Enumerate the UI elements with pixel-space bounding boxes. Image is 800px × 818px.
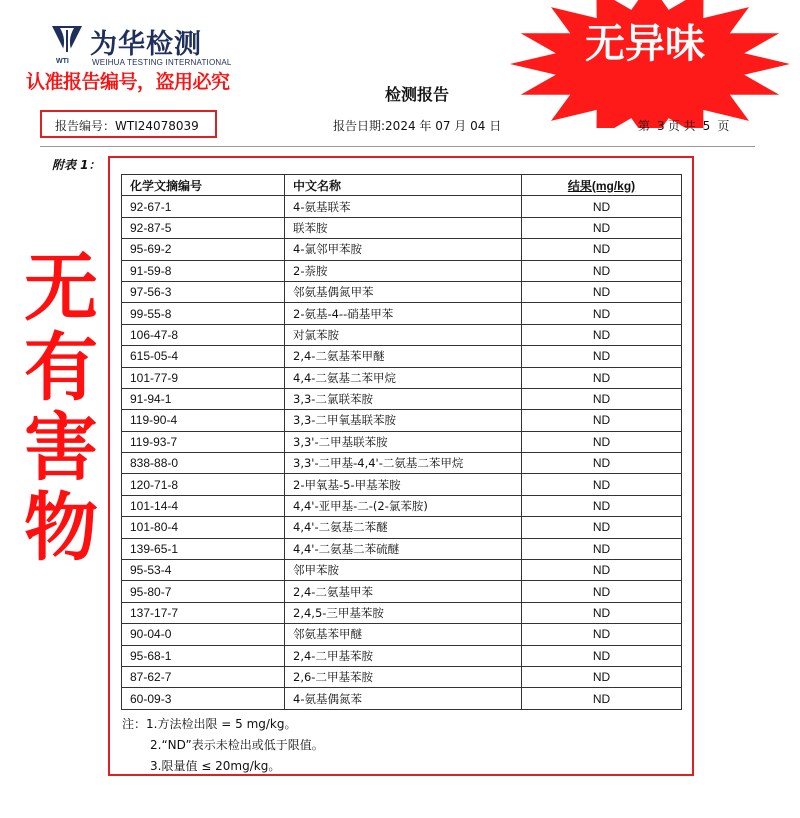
name-cell: 3,3'-二甲基联苯胺 (285, 431, 522, 452)
logo-mark-text: WTI (56, 58, 69, 65)
cas-cell: 60-09-3 (122, 688, 285, 709)
cas-cell: 106-47-8 (122, 324, 285, 345)
cas-cell: 139-65-1 (122, 538, 285, 559)
header-name: 中文名称 (285, 175, 522, 196)
result-cell: ND (522, 388, 682, 409)
name-cell: 3,3'-二甲基-4,4'-二氨基二苯甲烷 (285, 453, 522, 474)
table-row (122, 346, 682, 367)
cas-cell: 101-14-4 (122, 495, 285, 516)
result-cell: ND (522, 281, 682, 302)
report-date: 报告日期:2024 年 07 月 04 日 (333, 119, 502, 133)
stamp-char-1: 无 (24, 245, 98, 331)
name-cell: 邻氨基苯甲醚 (285, 624, 522, 645)
logo-emblem-icon (50, 22, 84, 56)
name-cell: 3,3-二甲氧基联苯胺 (285, 410, 522, 431)
name-cell: 2-萘胺 (285, 260, 522, 281)
company-logo (50, 20, 240, 70)
logo-subtitle: WEIHUA TESTING INTERNATIONAL (92, 58, 232, 67)
result-cell: ND (522, 324, 682, 345)
cas-cell: 101-80-4 (122, 517, 285, 538)
result-cell: ND (522, 410, 682, 431)
table-row (122, 688, 682, 709)
table-row (122, 474, 682, 495)
result-cell: ND (522, 517, 682, 538)
name-cell: 2,4,5-三甲基苯胺 (285, 602, 522, 623)
table-row (122, 645, 682, 666)
page-current: 3 (657, 119, 665, 133)
cas-cell: 91-59-8 (122, 260, 285, 281)
name-cell: 2-氨基-4--硝基甲苯 (285, 303, 522, 324)
table-row (122, 388, 682, 409)
result-cell: ND (522, 453, 682, 474)
result-cell: ND (522, 474, 682, 495)
result-cell: ND (522, 196, 682, 217)
name-cell: 邻甲苯胺 (285, 560, 522, 581)
result-cell: ND (522, 431, 682, 452)
table-row (122, 303, 682, 324)
cas-cell: 91-94-1 (122, 388, 285, 409)
table-body (122, 196, 682, 709)
cas-cell: 92-67-1 (122, 196, 285, 217)
name-cell: 2,6-二甲基苯胺 (285, 666, 522, 687)
appendix-label: 附表 1： (52, 158, 101, 172)
name-cell: 4-氨基偶氮苯 (285, 688, 522, 709)
result-cell: ND (522, 495, 682, 516)
table-header-row (122, 175, 682, 196)
table-row (122, 517, 682, 538)
cas-cell: 95-68-1 (122, 645, 285, 666)
table-row (122, 260, 682, 281)
cas-cell: 92-87-5 (122, 217, 285, 238)
cas-cell: 119-90-4 (122, 410, 285, 431)
name-cell: 3,3-二氯联苯胺 (285, 388, 522, 409)
name-cell: 2,4-二氨基甲苯 (285, 581, 522, 602)
cas-cell: 87-62-7 (122, 666, 285, 687)
no-harmful-substances-stamp (18, 245, 104, 571)
table-row (122, 624, 682, 645)
name-cell: 邻氨基偶氮甲苯 (285, 281, 522, 302)
result-cell: ND (522, 602, 682, 623)
stamp-char-3: 害 (24, 405, 98, 491)
note-2: 2.“ND”表示未检出或低于限值。 (150, 738, 324, 752)
notes (122, 714, 324, 777)
cas-cell: 95-80-7 (122, 581, 285, 602)
table-row (122, 495, 682, 516)
cas-cell: 97-56-3 (122, 281, 285, 302)
note-3: 3.限量值 ≤ 20mg/kg。 (150, 759, 281, 773)
table-row (122, 239, 682, 260)
report-number: 报告编号：WTI24078039 (55, 119, 199, 133)
table-row (122, 324, 682, 345)
cas-cell: 119-93-7 (122, 431, 285, 452)
cas-cell: 137-17-7 (122, 602, 285, 623)
name-cell: 4-氨基联苯 (285, 196, 522, 217)
badge-text: 无异味 (585, 21, 705, 67)
table-row (122, 431, 682, 452)
result-cell: ND (522, 346, 682, 367)
name-cell: 2,4-二氨基苯甲醚 (285, 346, 522, 367)
stamp-char-4: 物 (24, 485, 98, 571)
stamp-char-2: 有 (24, 325, 98, 411)
result-cell: ND (522, 645, 682, 666)
cas-cell: 615-05-4 (122, 346, 285, 367)
page-mid: 页 共 (667, 119, 696, 133)
table-row (122, 560, 682, 581)
page-suffix: 页 (717, 119, 730, 133)
table-row (122, 217, 682, 238)
result-cell: ND (522, 688, 682, 709)
warning-text: 认准报告编号，盗用必究 (26, 71, 230, 93)
table-row (122, 196, 682, 217)
name-cell: 4,4'-二氨基二苯醚 (285, 517, 522, 538)
page-indicator (638, 117, 729, 134)
cas-cell: 95-53-4 (122, 560, 285, 581)
result-cell: ND (522, 624, 682, 645)
result-cell: ND (522, 581, 682, 602)
name-cell: 2,4-二甲基苯胺 (285, 645, 522, 666)
result-cell: ND (522, 260, 682, 281)
result-cell: ND (522, 560, 682, 581)
header-result: 结果(mg/kg) (522, 175, 682, 196)
result-cell: ND (522, 303, 682, 324)
name-cell: 4,4'-二氨基二苯硫醚 (285, 538, 522, 559)
name-cell: 联苯胺 (285, 217, 522, 238)
result-cell: ND (522, 239, 682, 260)
cas-cell: 120-71-8 (122, 474, 285, 495)
name-cell: 4,4-二氨基二苯甲烷 (285, 367, 522, 388)
note-1: 注：1.方法检出限 = 5 mg/kg。 (122, 717, 297, 731)
page-prefix: 第 (638, 119, 651, 133)
header-divider (40, 146, 755, 147)
table-row (122, 666, 682, 687)
header-cas: 化学文摘编号 (122, 175, 285, 196)
table-row (122, 367, 682, 388)
table-row (122, 602, 682, 623)
name-cell: 2-甲氧基-5-甲基苯胺 (285, 474, 522, 495)
table-row (122, 281, 682, 302)
name-cell: 对氯苯胺 (285, 324, 522, 345)
results-table (121, 174, 682, 710)
name-cell: 4,4'-亚甲基-二-(2-氯苯胺) (285, 495, 522, 516)
result-cell: ND (522, 217, 682, 238)
cas-cell: 90-04-0 (122, 624, 285, 645)
table-row (122, 410, 682, 431)
cas-cell: 95-69-2 (122, 239, 285, 260)
result-cell: ND (522, 666, 682, 687)
cas-cell: 838-88-0 (122, 453, 285, 474)
cas-cell: 99-55-8 (122, 303, 285, 324)
page-total: 5 (702, 119, 711, 133)
report-title: 检测报告 (385, 85, 450, 104)
cas-cell: 101-77-9 (122, 367, 285, 388)
result-cell: ND (522, 538, 682, 559)
result-cell: ND (522, 367, 682, 388)
name-cell: 4-氯邻甲苯胺 (285, 239, 522, 260)
logo-name: 为华检测 (90, 29, 202, 60)
table-row (122, 581, 682, 602)
table-row (122, 453, 682, 474)
table-row (122, 538, 682, 559)
